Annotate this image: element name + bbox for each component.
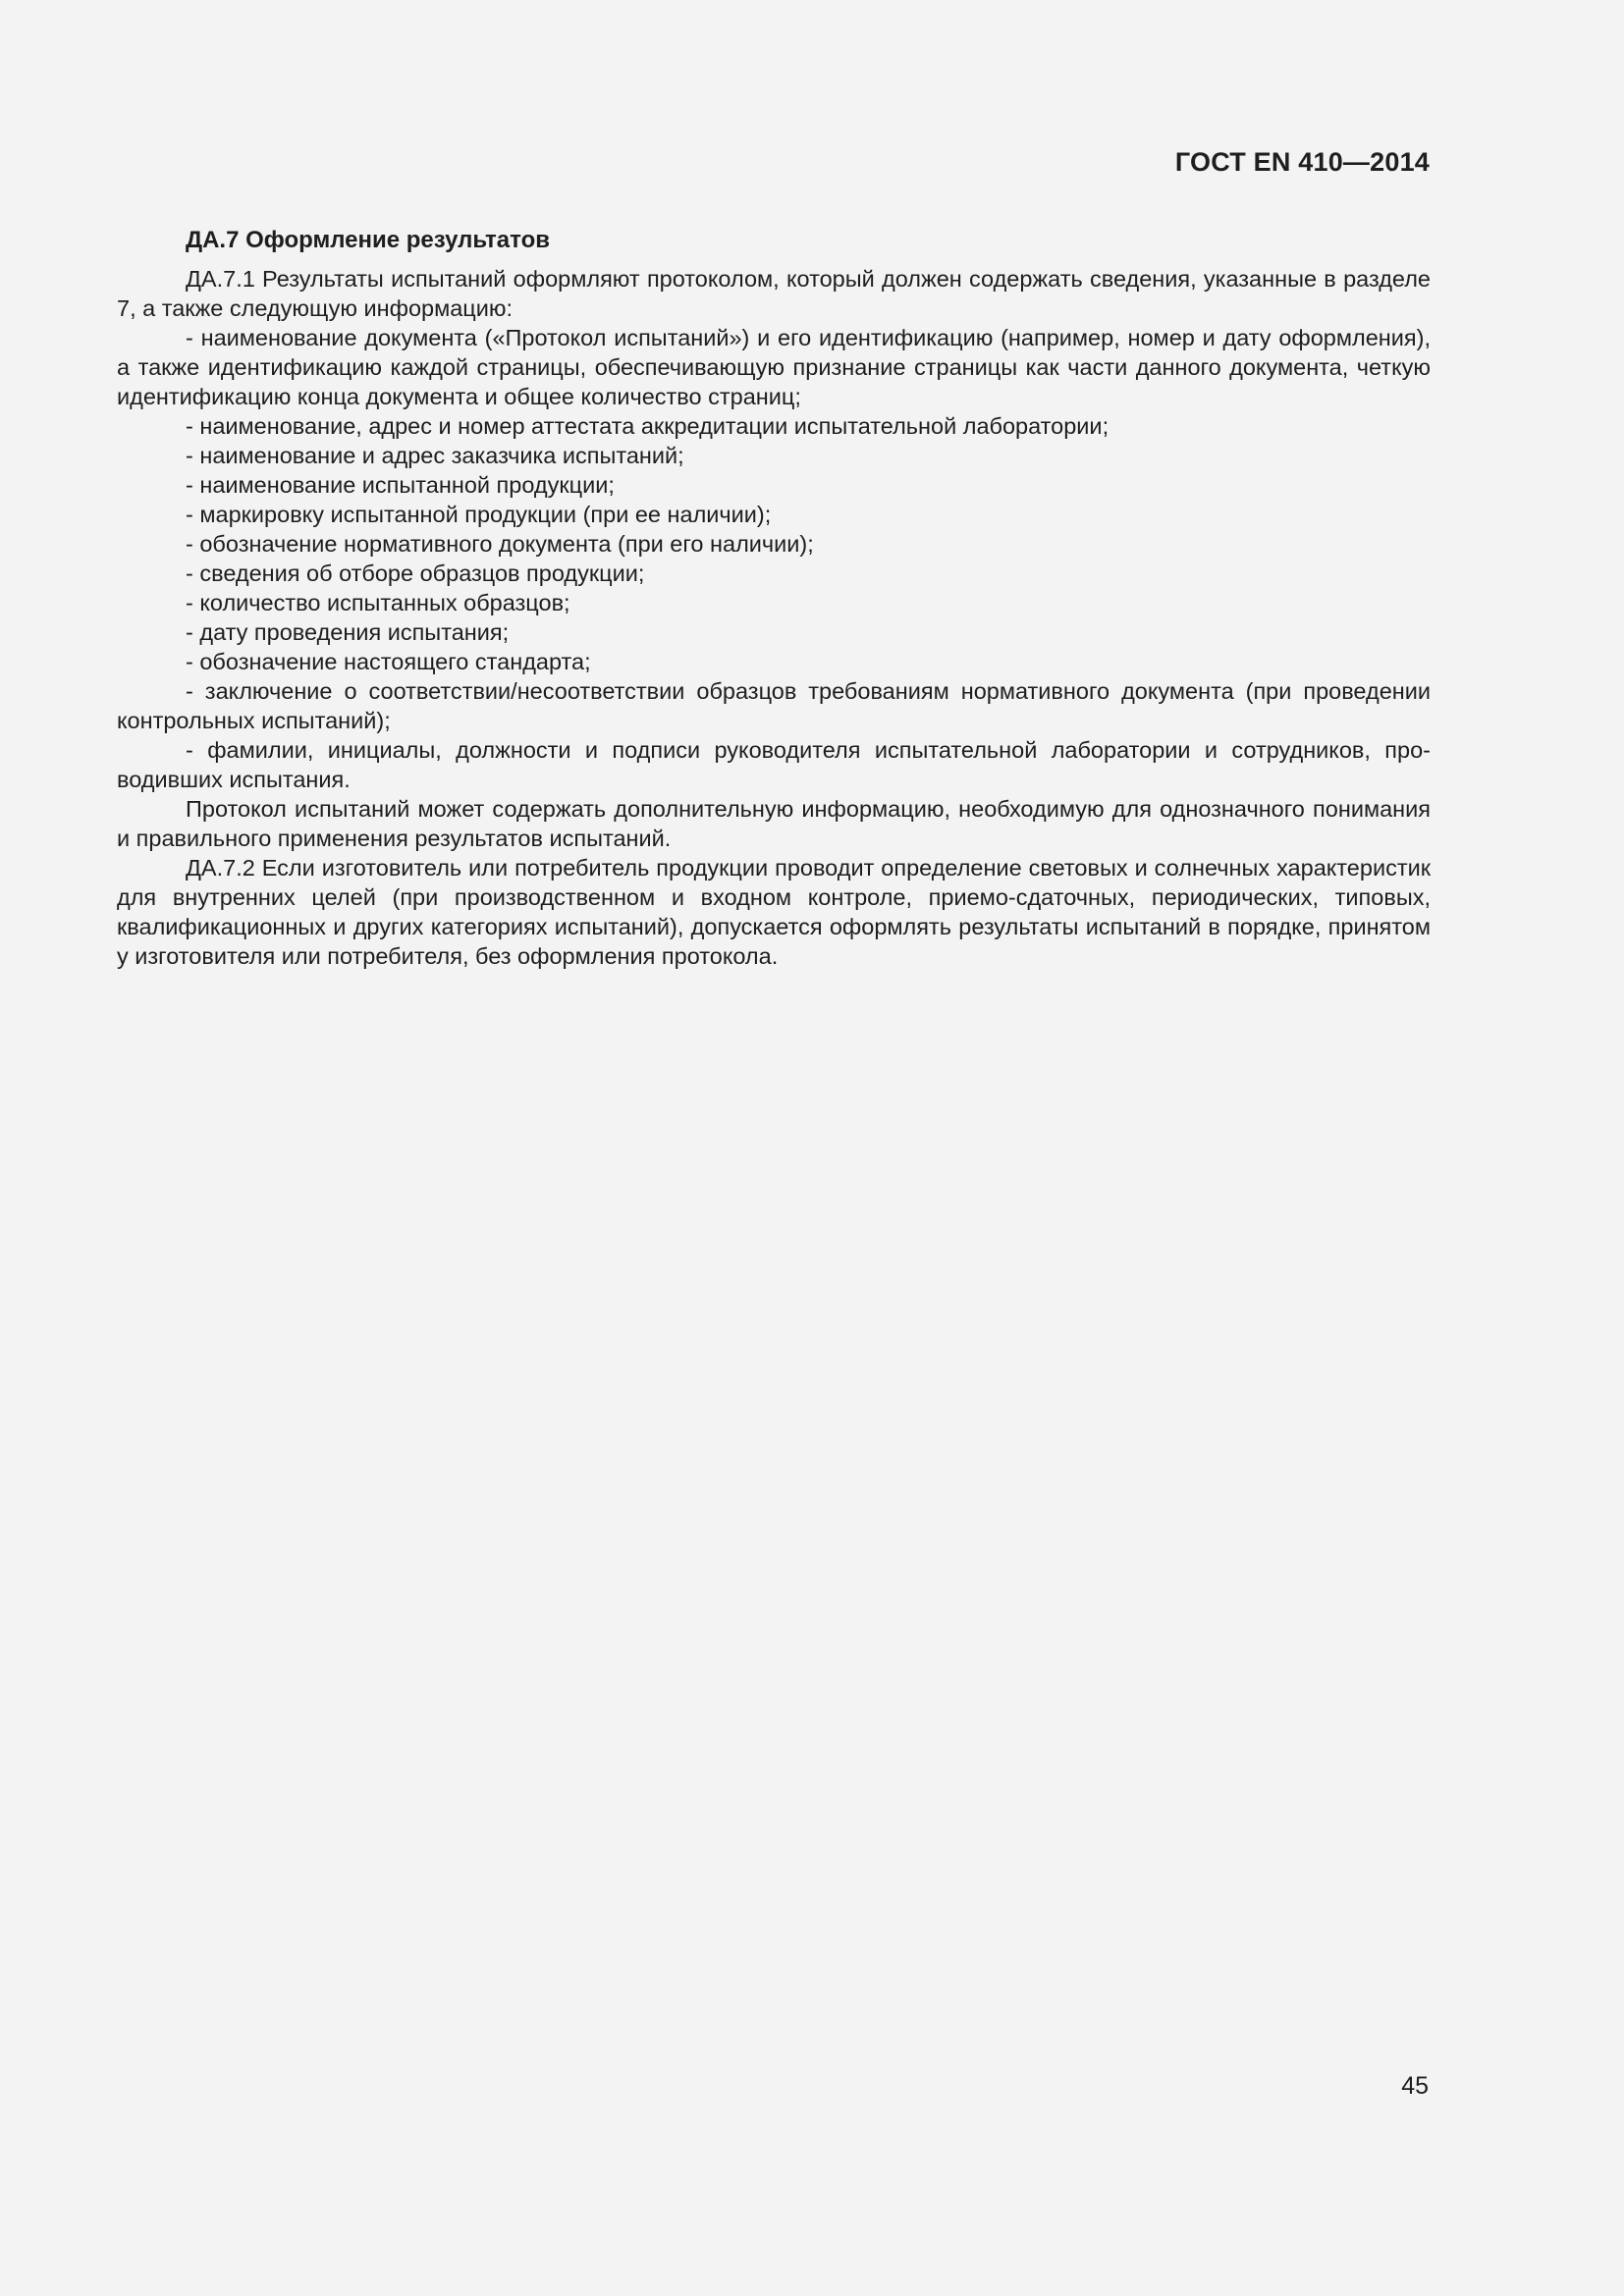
page-number: 45 bbox=[1401, 2072, 1429, 2100]
section-title: ДА.7 Оформление результатов bbox=[186, 227, 550, 253]
list-item: - маркировку испытанной продукции (при ее наличии); bbox=[186, 502, 772, 527]
list-item: - обозначение нормативного документа (при его наличии); bbox=[186, 531, 814, 557]
list-item: - заключение о соответствии/несоответствии образцов требованиям нормативного документа (при проведении контрольных испытаний); bbox=[117, 678, 1431, 733]
list-item: - наименование, адрес и номер аттестата аккредитации испытательной лаборатории; bbox=[186, 413, 1110, 439]
paragraph-da-7-2: ДА.7.2 Если изготовитель или потребитель продукции проводит определение световых и солнечных характеристик для внутренних целей (при производственном и входном контроле, приемо-сдаточных, периодических, типовых, квалификационных и других категориях испытаний), допускается оформлять результаты испытаний в порядке, принятом у изготовителя или потребителя, без оформления протокола. bbox=[117, 855, 1431, 969]
list-item: - наименование документа («Протокол испытаний») и его идентификацию (например, номер и дату оформления), а также идентификацию каждой страницы, обеспечивающую признание страницы как части данного документа, четкую идентификацию конца документа и общее количество страниц; bbox=[117, 325, 1431, 409]
list-item: - количество испытанных образцов; bbox=[186, 590, 570, 615]
list-item: - наименование испытанной продукции; bbox=[186, 472, 615, 498]
list-item: - обозначение настоящего стандарта; bbox=[186, 649, 591, 674]
list-item: - фамилии, инициалы, должности и подписи руководителя испытательной лаборатории и сотрудников, проводивших испытания. bbox=[117, 737, 1431, 792]
list-item: - наименование и адрес заказчика испытаний; bbox=[186, 443, 684, 468]
requirements-list bbox=[117, 323, 1431, 794]
document-code: ГОСТ EN 410—2014 bbox=[1174, 147, 1430, 177]
paragraph-da-7-1: ДА.7.1 Результаты испытаний оформляют протоколом, который должен содержать сведения, указанные в разделе 7, а также следующую информацию: bbox=[117, 266, 1431, 321]
paragraph-protocol-info: Протокол испытаний может содержать дополнительную информацию, необходимую для однозначного понимания и правильного применения результатов испытаний. bbox=[117, 796, 1431, 851]
list-item: - дату проведения испытания; bbox=[186, 619, 510, 645]
document-body bbox=[117, 226, 1431, 971]
list-item: - сведения об отборе образцов продукции; bbox=[186, 561, 645, 586]
